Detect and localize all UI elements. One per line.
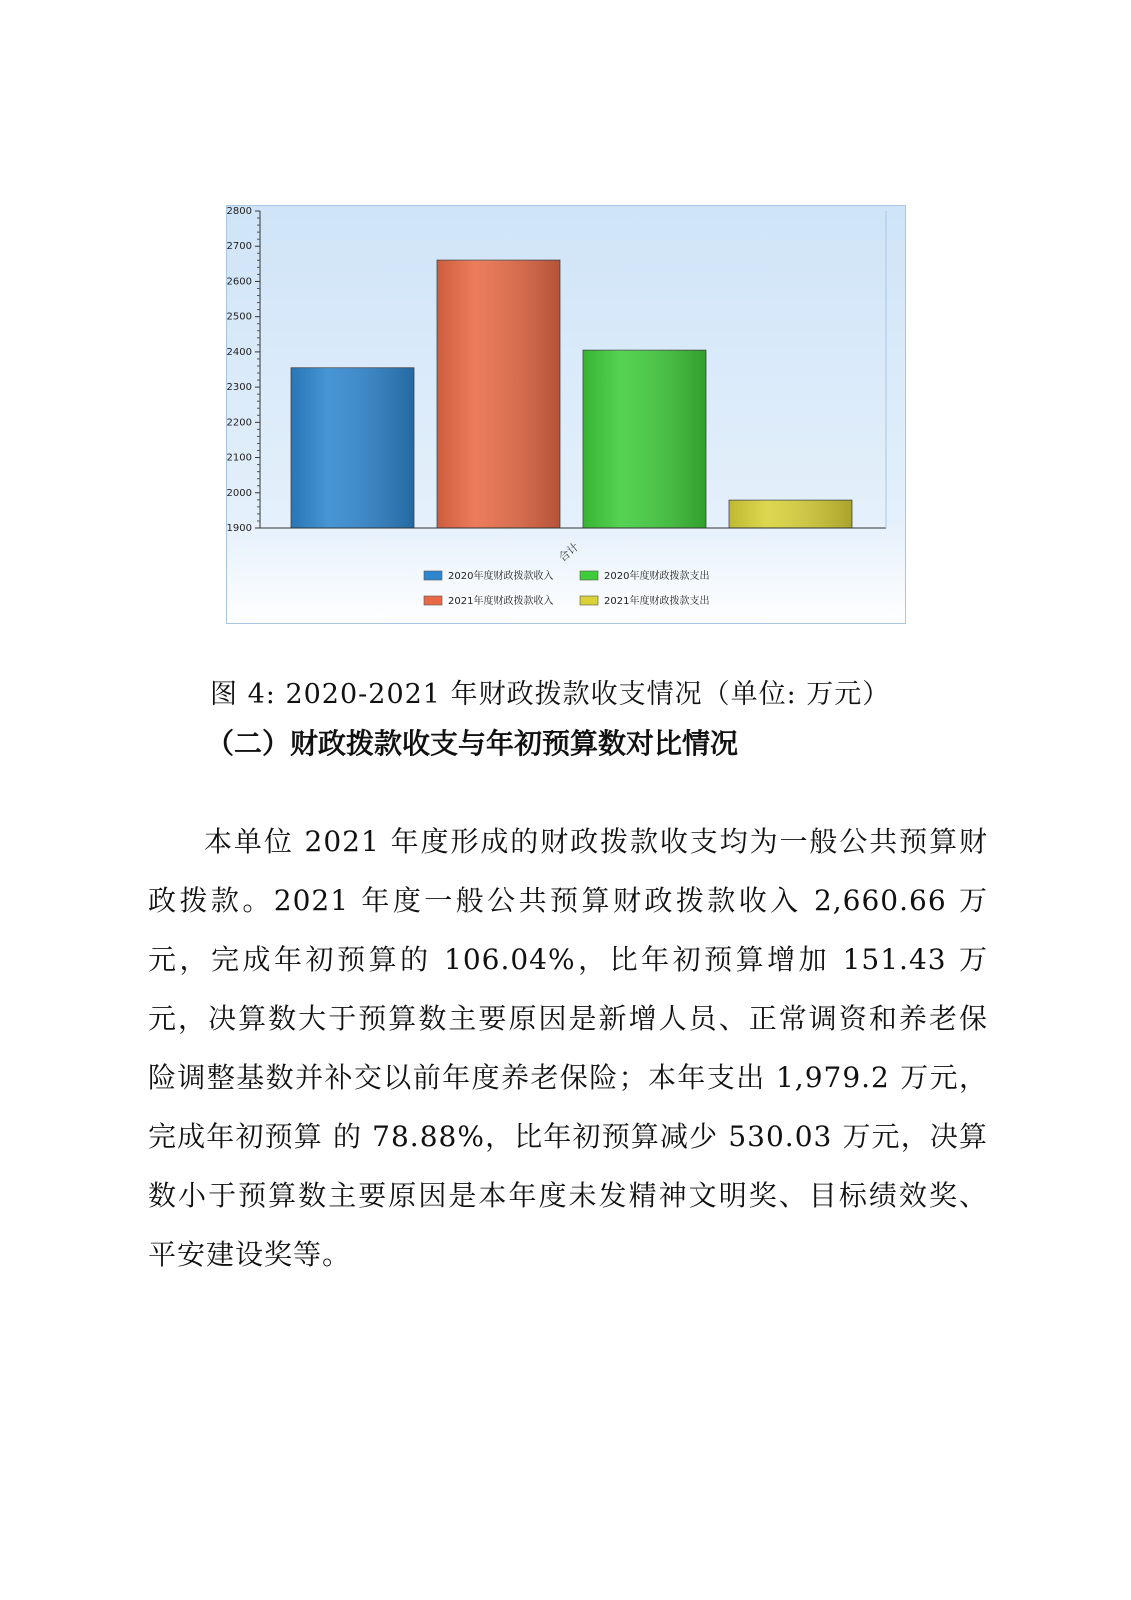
y-tick-label: 2500 [226, 311, 252, 323]
bar-shading-3 [583, 350, 706, 528]
legend-swatch-3 [580, 571, 598, 580]
figure-caption: 图 4: 2020-2021 年财政拨款收支情况（单位: 万元） [210, 679, 891, 710]
y-tick-label: 2400 [226, 346, 252, 358]
bar-shading-2 [437, 260, 560, 528]
y-tick-label: 2700 [226, 241, 252, 253]
bar-chart [226, 205, 906, 625]
bar-shading-4 [729, 500, 852, 528]
legend-swatch-1 [424, 571, 442, 580]
y-tick-label: 2000 [226, 487, 252, 499]
x-category-label: 合计 [556, 540, 582, 565]
y-tick-label: 2200 [226, 417, 252, 429]
y-tick-label: 2800 [226, 206, 252, 217]
y-tick-label: 2100 [226, 452, 252, 464]
section-heading: （二）财政拨款收支与年初预算数对比情况 [206, 727, 739, 760]
y-tick-label: 2300 [226, 382, 252, 394]
y-tick-label: 2600 [226, 276, 252, 288]
legend-label-4: 2021年度财政拨款支出 [604, 596, 710, 607]
bar-chart-svg [226, 205, 906, 625]
legend-label-2: 2021年度财政拨款收入 [448, 596, 554, 607]
y-tick-label: 1900 [226, 523, 252, 534]
body-paragraph: 本单位 2021 年度形成的财政拨款收支均为一般公共预算财政拨款。2021 年度一般公共预算财政拨款收入 2,660.66 万元，完成年初预算的 106.04%，比年初预算增加 151.43 万元，决算数大于预算数主要原因是新增人员、正常调资和养老保险调整基数并补交以前年度养老保险；本年支出 1,979.2 万元，完成年初预算 的 78.88%，比年初预算减少 530.03 万元，决算数小于预算数主要原因是本年度未发精神文明奖、目标绩效奖、平安建设奖等。 [148, 825, 988, 1271]
bar-shading-1 [291, 368, 414, 528]
legend-label-3: 2020年度财政拨款支出 [604, 571, 710, 582]
legend-swatch-2 [424, 596, 442, 605]
legend-swatch-4 [580, 596, 598, 605]
legend-label-1: 2020年度财政拨款收入 [448, 571, 554, 582]
